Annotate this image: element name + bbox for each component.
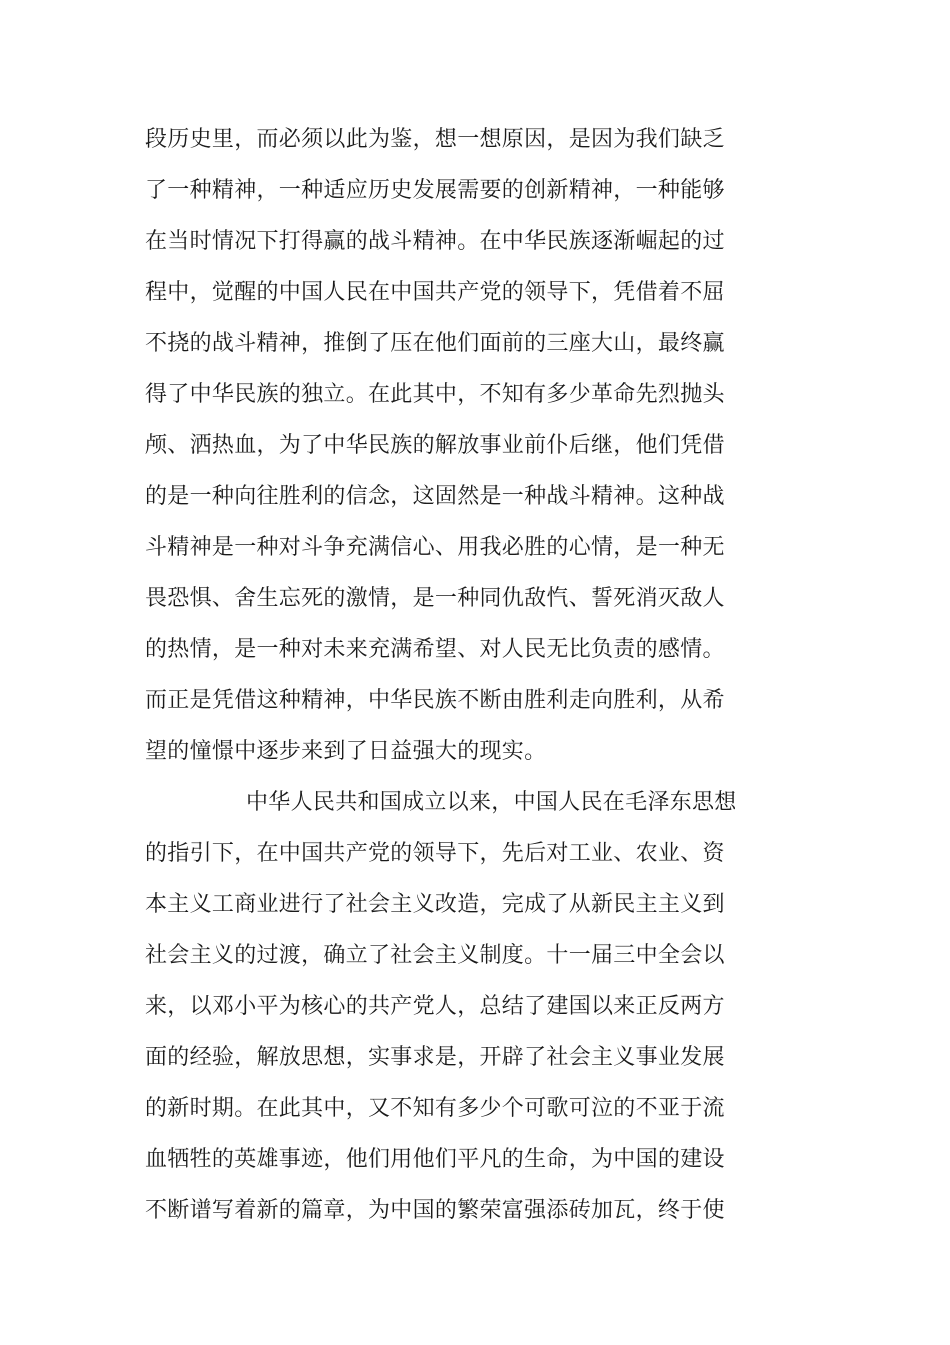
text-line: 不挠的战斗精神，推倒了压在他们面前的三座大山，最终赢 bbox=[145, 331, 725, 356]
text-line: 斗精神是一种对斗争充满信心、用我必胜的心情，是一种无 bbox=[145, 535, 725, 560]
text-line: 社会主义的过渡，确立了社会主义制度。十一届三中全会以 bbox=[145, 943, 725, 968]
text-line: 了一种精神，一种适应历史发展需要的创新精神，一种能够 bbox=[145, 178, 725, 203]
text-line: 本主义工商业进行了社会主义改造，完成了从新民主主义到 bbox=[145, 892, 725, 917]
text-line: 在当时情况下打得赢的战斗精神。在中华民族逐渐崛起的过 bbox=[145, 229, 725, 254]
text-line: 面的经验，解放思想，实事求是，开辟了社会主义事业发展 bbox=[145, 1045, 725, 1070]
text-line: 程中，觉醒的中国人民在中国共产党的领导下，凭借着不屈 bbox=[145, 280, 725, 305]
text-line: 来，以邓小平为核心的共产党人，总结了建国以来正反两方 bbox=[145, 994, 725, 1019]
paragraph-first-line: 中华人民共和国成立以来，中国人民在毛泽东思想 bbox=[246, 790, 737, 815]
text-line: 颅、洒热血，为了中华民族的解放事业前仆后继，他们凭借 bbox=[145, 433, 725, 458]
text-line: 段历史里，而必须以此为鉴，想一想原因，是因为我们缺乏 bbox=[145, 127, 725, 152]
text-line: 得了中华民族的独立。在此其中，不知有多少革命先烈抛头 bbox=[145, 382, 725, 407]
text-line: 的热情，是一种对未来充满希望、对人民无比负责的感情。 bbox=[145, 637, 725, 662]
text-line: 血牺牲的英雄事迹，他们用他们平凡的生命，为中国的建设 bbox=[145, 1147, 725, 1172]
text-line: 畏恐惧、舍生忘死的激情，是一种同仇敌忾、誓死消灭敌人 bbox=[145, 586, 725, 611]
text-line: 的指引下，在中国共产党的领导下，先后对工业、农业、资 bbox=[145, 841, 725, 866]
text-line: 不断谱写着新的篇章，为中国的繁荣富强添砖加瓦，终于使 bbox=[145, 1198, 725, 1223]
text-line: 的新时期。在此其中，又不知有多少个可歌可泣的不亚于流 bbox=[145, 1096, 725, 1121]
text-line: 望的憧憬中逐步来到了日益强大的现实。 bbox=[145, 739, 547, 764]
text-line: 的是一种向往胜利的信念，这固然是一种战斗精神。这种战 bbox=[145, 484, 725, 509]
text-line: 而正是凭借这种精神，中华民族不断由胜利走向胜利，从希 bbox=[145, 688, 725, 713]
